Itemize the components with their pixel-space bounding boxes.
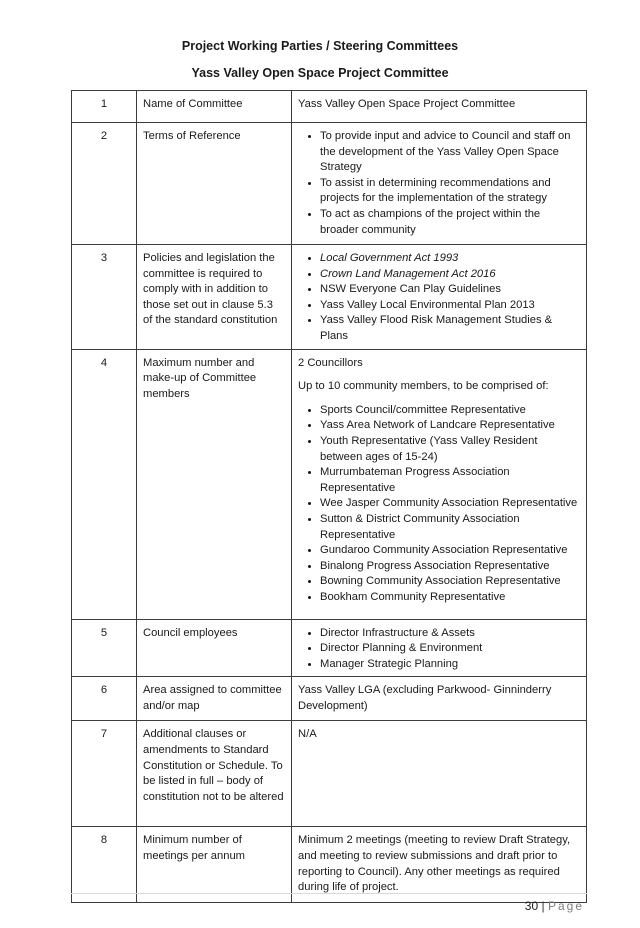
table-row: [72, 827, 587, 903]
list-item: • Youth Representative (Yass Valley Resident between ages of 15-24): [320, 434, 580, 465]
table-row: [72, 245, 587, 350]
row-number: 6: [72, 677, 137, 721]
row-value: Yass Valley LGA (excluding Parkwood- Ginninderry Development): [292, 677, 587, 721]
list-item: • Bowning Community Association Representative: [320, 574, 580, 590]
committee-subtitle: Yass Valley Open Space Project Committee: [191, 66, 449, 80]
list-item: • To act as champions of the project within the broader community: [320, 207, 580, 238]
row-number: 5: [72, 619, 137, 677]
footer-separator: |: [541, 899, 545, 913]
councillors-text: 2 Councillors: [298, 356, 363, 369]
table-row: [72, 349, 587, 619]
row-value: [292, 349, 587, 619]
table-row: [72, 91, 587, 123]
table-row: [72, 677, 587, 721]
row-label: Council employees: [137, 619, 292, 677]
row-label: Minimum number of meetings per annum: [137, 827, 292, 903]
bullet-list: [298, 129, 580, 238]
list-item: • Director Planning & Environment: [320, 641, 580, 657]
row-value: N/A: [292, 721, 587, 827]
list-item: • Yass Valley Flood Risk Management Studies & Plans: [320, 313, 580, 344]
list-item: • Bookham Community Representative: [320, 590, 580, 606]
page-footer: [525, 899, 584, 913]
page-title: Project Working Parties / Steering Committees: [181, 39, 459, 53]
row-value: Yass Valley Open Space Project Committee: [292, 91, 587, 123]
row-label: Terms of Reference: [137, 123, 292, 245]
list-item: • Yass Valley Local Environmental Plan 2013: [320, 298, 580, 314]
row-label: Area assigned to committee and/or map: [137, 677, 292, 721]
list-item: • Local Government Act 1993: [320, 251, 580, 267]
row-label: Name of Committee: [137, 91, 292, 123]
bullet-list: [298, 251, 580, 345]
row-value: [292, 245, 587, 350]
list-item: • To assist in determining recommendations and projects for the implementation of the strategy: [320, 176, 580, 207]
list-item: • To provide input and advice to Council and staff on the development of the Yass Valley Open Space Strategy: [320, 129, 580, 176]
row-label: Maximum number and make-up of Committee members: [137, 349, 292, 619]
list-item: • Director Infrastructure & Assets: [320, 626, 580, 642]
list-item: • Crown Land Management Act 2016: [320, 267, 580, 283]
list-item: • Gundaroo Community Association Representative: [320, 543, 580, 559]
row-number: 2: [72, 123, 137, 245]
row-number: 7: [72, 721, 137, 827]
row-value: Minimum 2 meetings (meeting to review Draft Strategy, and meeting to review submissions and draft prior to reporting to Council). Any other meetings as required during life of project.: [292, 827, 587, 903]
list-item: • NSW Everyone Can Play Guidelines: [320, 282, 580, 298]
bullet-list: [298, 403, 580, 606]
table-row: [72, 619, 587, 677]
table-row: [72, 123, 587, 245]
row-label: Additional clauses or amendments to Standard Constitution or Schedule. To be listed in full – body of constitution not to be altered: [137, 721, 292, 827]
footer-divider: [71, 893, 587, 894]
list-item: • Wee Jasper Community Association Representative: [320, 496, 580, 512]
list-item: • Murrumbateman Progress Association Representative: [320, 465, 580, 496]
page-number: 30: [524, 899, 539, 913]
row-label: Policies and legislation the committee is required to comply with in addition to those set out in clause 5.3 of the standard constitution: [137, 245, 292, 350]
row-number: 1: [72, 91, 137, 123]
bullet-list: [298, 626, 580, 673]
list-item: • Sutton & District Community Association Representative: [320, 512, 580, 543]
row-value: [292, 619, 587, 677]
community-members-text: Up to 10 community members, to be comprised of:: [298, 380, 549, 393]
row-number: 8: [72, 827, 137, 903]
row-number: 4: [72, 349, 137, 619]
list-item: • Sports Council/committee Representative: [320, 403, 580, 419]
list-item: • Yass Area Network of Landcare Representative: [320, 418, 580, 434]
page-label: Page: [547, 899, 584, 913]
row-value: [292, 123, 587, 245]
list-item: • Manager Strategic Planning: [320, 657, 580, 673]
committee-table: [71, 90, 587, 903]
row-number: 3: [72, 245, 137, 350]
list-item: • Binalong Progress Association Representative: [320, 559, 580, 575]
table-row: [72, 721, 587, 827]
